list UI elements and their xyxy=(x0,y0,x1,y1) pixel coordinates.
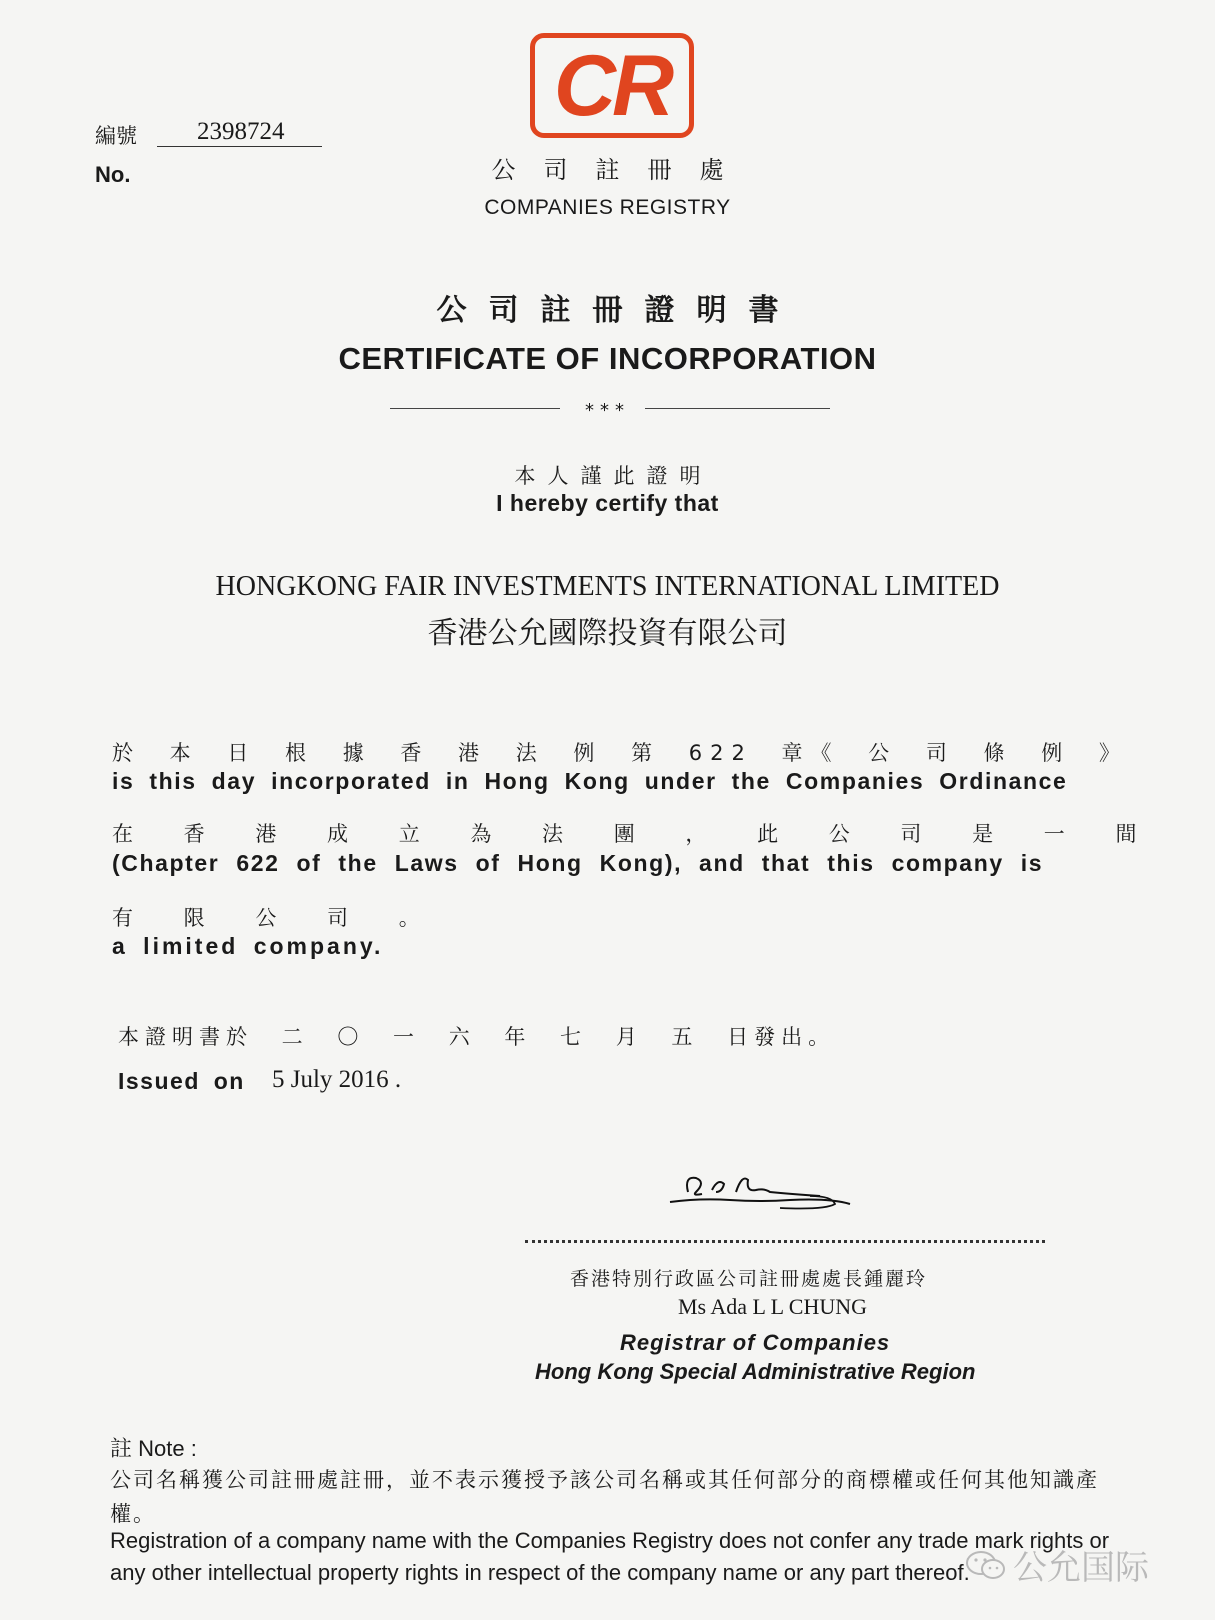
body-line3-en: a limited company. xyxy=(112,933,384,959)
company-name-zh: 香港公允國際投資有限公司 xyxy=(427,616,788,651)
note-label: 註 Note : xyxy=(110,1436,197,1461)
body-line2-en: (Chapter 622 of the Laws of Hong Kong), and that this company is xyxy=(112,850,1044,876)
watermark-text: 公允国际 xyxy=(1013,1548,1149,1588)
issued-text-zh: 本證明書於 二 〇 一 六 年 七 月 五 日發出。 xyxy=(118,1025,836,1049)
registrar-name-en: Ms Ada L L CHUNG xyxy=(678,1294,868,1319)
number-label-zh: 編號 xyxy=(95,124,137,148)
registrar-region: Hong Kong Special Administrative Region xyxy=(535,1359,976,1384)
body-line2-zh: 在 香 港 成 立 為 法 團 ， 此 公 司 是 一 間 xyxy=(112,822,1145,846)
issued-date-en: 5 July 2016 . xyxy=(272,1066,402,1093)
company-name-en: HONGKONG FAIR INVESTMENTS INTERNATIONAL LIMITED xyxy=(215,571,1000,602)
body-line1-en: is this day incorporated in Hong Kong under the Companies Ordinance xyxy=(112,768,1068,794)
certify-text-en: I hereby certify that xyxy=(496,490,719,516)
signature-line xyxy=(525,1240,1045,1243)
note-text-zh: 公司名稱獲公司註冊處註冊，並不表示獲授予該公司名稱或其任何部分的商標權或任何其他知識產權。 xyxy=(110,1468,1099,1526)
registrar-signature xyxy=(660,1170,860,1230)
note-text-en: Registration of a company name with the Companies Registry does not confer any trade mark rights or any other intellectual property rights in respect of the company name or any part thereof. xyxy=(110,1528,1110,1585)
divider-right xyxy=(645,408,830,409)
watermark xyxy=(965,1540,1149,1589)
registry-name-zh: 公司註冊處 xyxy=(491,156,752,184)
registrar-name-zh: 香港特別行政區公司註冊處處長鍾麗玲 xyxy=(570,1269,928,1290)
issued-label-en: Issued on xyxy=(118,1068,245,1094)
body-line1-zh: 於 本 日 根 據 香 港 法 例 第 622 章《 公 司 條 例 》 xyxy=(112,741,1128,765)
title-zh: 公司註冊證明書 xyxy=(436,293,801,328)
cr-logo-text: CR xyxy=(553,37,671,134)
body-line3-zh: 有 限 公 司 。 xyxy=(112,906,428,930)
registry-name-en: COMPANIES REGISTRY xyxy=(484,196,731,219)
number-label-en: No. xyxy=(95,162,131,187)
cr-logo xyxy=(530,33,694,138)
title-separator: *** xyxy=(585,400,630,421)
certificate-number: 2398724 xyxy=(157,118,322,147)
certify-text-zh: 本人謹此證明 xyxy=(514,464,713,488)
wechat-icon xyxy=(965,1550,1007,1580)
registrar-title: Registrar of Companies xyxy=(620,1330,891,1355)
title-en: CERTIFICATE OF INCORPORATION xyxy=(338,341,877,376)
